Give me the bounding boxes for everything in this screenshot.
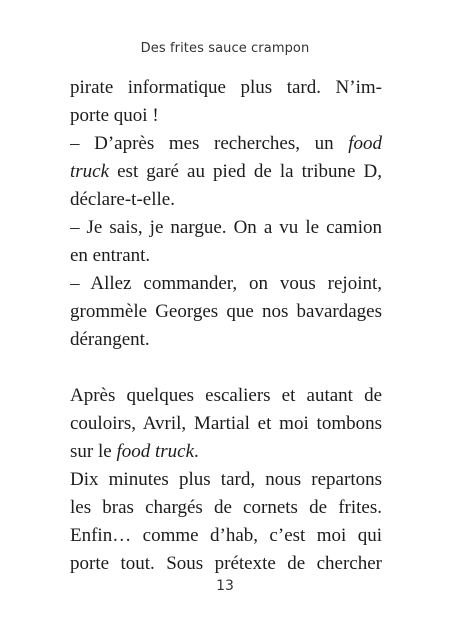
paragraph-gap (70, 354, 382, 382)
text-line: les bras chargés de cornets de frites. (70, 497, 382, 518)
text-line: en entrant. (70, 245, 151, 266)
running-header: Des frites sauce crampon (140, 41, 310, 56)
text-line: – Je sais, je nargue. On a vu le camion (70, 217, 382, 238)
text-line: dérangent. (70, 329, 150, 350)
text-line: Dix minutes plus tard, nous repartons (70, 469, 382, 490)
text-line: pirate informatique plus tard. N’im- (70, 77, 382, 98)
text-line (70, 130, 382, 158)
text-segment: – D’après mes recherches, un (70, 133, 349, 154)
text-line: porte tout. Sous prétexte de chercher (70, 553, 382, 574)
text-line: porte quoi ! (70, 105, 159, 126)
text-line: couloirs, Avril, Martial et moi tombons (70, 413, 382, 434)
text-line: – Allez commander, on vous rejoint, (70, 273, 382, 294)
text-segment: est garé au pied de la tribune D, (109, 161, 382, 182)
text-line (70, 158, 382, 186)
italic-segment: food truck (116, 441, 195, 462)
text-line: Enfin… comme d’hab, c’est moi qui (70, 525, 382, 546)
text-line: grommèle Georges que nos bavardages (70, 301, 382, 322)
text-segment: sur le (70, 441, 117, 462)
italic-segment: truck (70, 161, 110, 182)
text-line: déclare-t-elle. (70, 189, 175, 210)
text-line: Après quelques escaliers et autant de (70, 385, 382, 406)
page-number: 13 (216, 578, 234, 594)
italic-segment: food (348, 133, 382, 154)
body-text (70, 74, 382, 578)
text-line (70, 438, 382, 466)
text-segment: . (194, 441, 199, 462)
